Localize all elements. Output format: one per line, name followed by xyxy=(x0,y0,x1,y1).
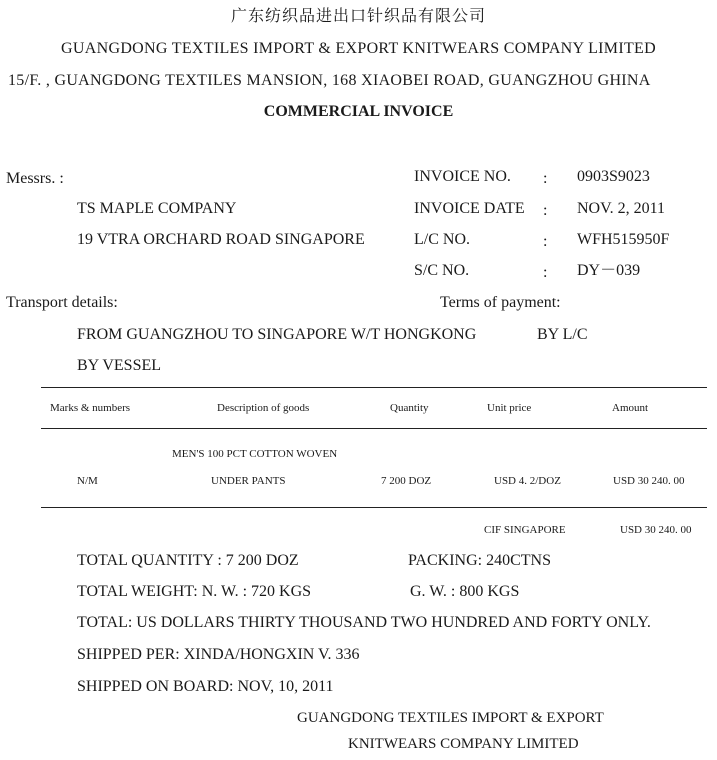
buyer-label: Messrs. : xyxy=(6,170,64,187)
company-address: 15/F. , GUANGDONG TEXTILES MANSION, 168 XIAOBEI ROAD, GUANGZHOU GHINA xyxy=(8,72,651,89)
signature-line1: GUANGDONG TEXTILES IMPORT & EXPORT xyxy=(297,710,604,726)
total-label: CIF SINGAPORE xyxy=(484,524,566,536)
shipped-on-board: SHIPPED ON BOARD: NOV, 10, 2011 xyxy=(77,678,334,695)
payment-label: Terms of payment: xyxy=(440,294,561,311)
header-quantity: Quantity xyxy=(390,402,429,414)
transport-label: Transport details: xyxy=(6,294,118,311)
invoice-no-colon: : xyxy=(543,170,548,187)
gross-weight: G. W. : 800 KGS xyxy=(410,583,520,600)
sc-no-value: DY－039 xyxy=(577,262,641,279)
signature-line2: KNITWEARS COMPANY LIMITED xyxy=(348,736,579,752)
sc-no-label: S/C NO. xyxy=(414,262,470,279)
shipped-per: SHIPPED PER: XINDA/HONGXIN V. 336 xyxy=(77,646,360,663)
total-quantity: TOTAL QUANTITY : 7 200 DOZ xyxy=(77,552,299,569)
buyer-address: 19 VTRA ORCHARD ROAD SINGAPORE xyxy=(77,231,365,248)
table-top-rule xyxy=(41,387,707,388)
table-bottom-rule xyxy=(41,507,707,508)
row-quantity: 7 200 DOZ xyxy=(381,475,432,487)
row-description-line2: UNDER PANTS xyxy=(211,475,286,487)
payment-value: BY L/C xyxy=(537,326,588,343)
header-marks: Marks & numbers xyxy=(50,402,131,414)
invoice-no-label: INVOICE NO. xyxy=(414,168,511,185)
transport-route: FROM GUANGZHOU TO SINGAPORE W/T HONGKONG xyxy=(77,326,477,343)
row-unit-price: USD 4. 2/DOZ xyxy=(494,475,561,487)
row-amount: USD 30 240. 00 xyxy=(613,475,685,487)
row-description-line1: MEN'S 100 PCT COTTON WOVEN xyxy=(172,448,338,460)
lc-no-value: WFH515950F xyxy=(577,231,670,248)
invoice-date-label: INVOICE DATE xyxy=(414,200,525,217)
chinese-company-name: 广东纺织品进出口针织品有限公司 xyxy=(230,6,486,25)
header-description: Description of goods xyxy=(217,402,310,414)
lc-no-label: L/C NO. xyxy=(414,231,470,248)
sc-no-colon: : xyxy=(543,264,548,281)
invoice-date-value: NOV. 2, 2011 xyxy=(577,200,666,217)
total-weight: TOTAL WEIGHT: N. W. : 720 KGS xyxy=(77,583,312,600)
lc-no-colon: : xyxy=(543,233,548,250)
row-marks: N/M xyxy=(77,475,98,487)
transport-mode: BY VESSEL xyxy=(77,357,162,374)
buyer-name: TS MAPLE COMPANY xyxy=(77,200,237,217)
packing: PACKING: 240CTNS xyxy=(408,552,551,569)
invoice-date-colon: : xyxy=(543,202,548,219)
header-amount: Amount xyxy=(612,402,649,414)
header-unit-price: Unit price xyxy=(487,402,532,414)
total-amount: USD 30 240. 00 xyxy=(620,524,692,536)
total-in-words: TOTAL: US DOLLARS THIRTY THOUSAND TWO HUNDRED AND FORTY ONLY. xyxy=(77,614,651,631)
table-header-rule xyxy=(41,428,707,429)
document-title: COMMERCIAL INVOICE xyxy=(263,103,454,120)
invoice-no-value: 0903S9023 xyxy=(577,168,650,185)
company-name: GUANGDONG TEXTILES IMPORT & EXPORT KNITWEARS COMPANY LIMITED xyxy=(61,40,656,57)
